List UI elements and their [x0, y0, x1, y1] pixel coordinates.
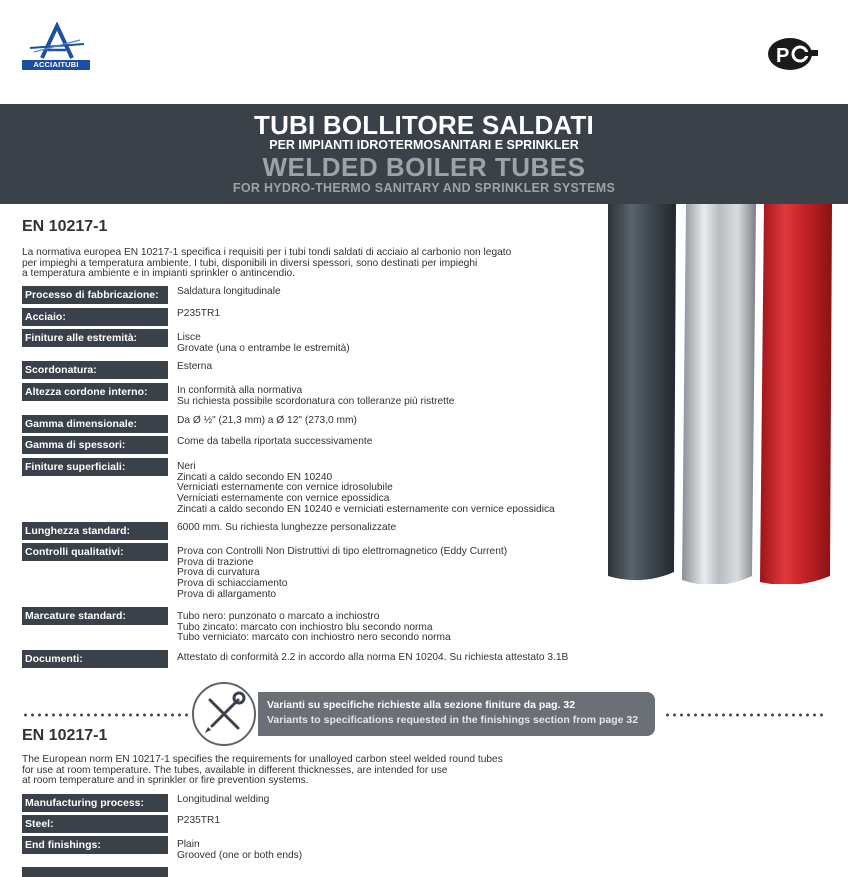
- galvanized-tube: [682, 204, 756, 584]
- spec-value: Longitudinal welding: [177, 794, 270, 805]
- spec-label: Controlli qualitativi:: [22, 543, 168, 561]
- spec-label: Scordonatura:: [22, 361, 168, 379]
- spec-value: Attestato di conformità 2.2 in accordo alla norma EN 10204. Su richiesta attestato 3.1B: [177, 652, 569, 663]
- intro-paragraph-en: [22, 755, 582, 787]
- title-italian: TUBI BOLLITORE SALDATI: [254, 110, 594, 140]
- spec-value: Tubo nero: punzonato o marcato a inchiostro Tubo zincato: marcato con inchiostro blu secondo norma Tubo verniciato: marcato con inchiostro nero secondo norma: [177, 611, 451, 644]
- dotted-separator-right: [664, 713, 826, 717]
- intro-line: for use at room temperature. The tubes, available in different thicknesses, are intended for use: [22, 764, 448, 776]
- intro-line: per impieghi a temperatura ambiente. I tubi, disponibili in diversi spessori, sono destinati per impieghi: [22, 257, 478, 269]
- acciaitubi-logo: [22, 22, 92, 70]
- subtitle-english: FOR HYDRO-THERMO SANITARY AND SPRINKLER SYSTEMS: [232, 181, 616, 195]
- spec-label: Acciaio:: [22, 308, 168, 326]
- intro-line: The European norm EN 10217-1 specifies the requirements for unalloyed carbon steel welded round tubes: [22, 754, 503, 765]
- spec-value: Neri Zincati a caldo secondo EN 10240 Verniciati esternamente con vernice idrosolubile Verniciati esternamente con vernice epossidica Zincati a caldo secondo EN 10240 e verniciati esternamente con vernice epossidica: [177, 461, 555, 515]
- tools-icon-badge: [192, 682, 256, 746]
- spec-label: Manufacturing process:: [22, 794, 168, 812]
- logo-brand-text: ACCIAITUBI: [22, 60, 90, 70]
- spec-label: Processo di fabbricazione:: [22, 286, 168, 304]
- red-tube: [760, 204, 832, 584]
- intro-paragraph-it: [22, 248, 582, 280]
- variants-note: [258, 692, 655, 736]
- standard-title-en: EN 10217-1: [22, 727, 108, 744]
- intro-line: at room temperature and in sprinkler or fire prevention systems.: [22, 775, 309, 787]
- logo-star-icon: [22, 22, 92, 62]
- black-tube: [608, 204, 676, 580]
- spec-value: Plain Grooved (one or both ends): [177, 839, 303, 861]
- tubes-photo: [606, 204, 846, 584]
- tools-icon: [194, 684, 254, 744]
- spec-value: In conformità alla normativa Su richiesta possibile scordonatura con tolleranze più ristrette: [177, 385, 455, 407]
- spec-label: End finishings:: [22, 836, 168, 854]
- standard-title-it: EN 10217-1: [22, 218, 108, 235]
- subtitle-italian: PER IMPIANTI IDROTERMOSANITARI E SPRINKLER: [269, 138, 579, 152]
- spec-value: P235TR1: [177, 308, 221, 319]
- note-text-en: Variants to specifications requested in the finishings section from page 32: [267, 714, 639, 726]
- spec-value: Esterna: [177, 361, 213, 372]
- spec-label: Steel:: [22, 815, 168, 833]
- spec-value: 6000 mm. Su richiesta lunghezze personalizzate: [177, 522, 397, 533]
- svg-text:P: P: [776, 45, 790, 67]
- spec-value: Saldatura longitudinale: [177, 286, 281, 297]
- spec-label: Finiture superficiali:: [22, 458, 168, 476]
- title-banner: [0, 104, 848, 204]
- intro-line: a temperatura ambiente e in impianti sprinkler o antincendio.: [22, 268, 295, 280]
- spec-label: Lunghezza standard:: [22, 522, 168, 540]
- spec-label: Marcature standard:: [22, 607, 168, 625]
- certification-mark-icon: [766, 36, 822, 72]
- spec-value: P235TR1: [177, 815, 221, 826]
- spec-value: Da Ø ½" (21,3 mm) a Ø 12" (273,0 mm): [177, 415, 357, 426]
- spec-value: Come da tabella riportata successivamente: [177, 436, 373, 447]
- title-english: WELDED BOILER TUBES: [262, 152, 586, 182]
- spec-label: Altezza cordone interno:: [22, 383, 168, 401]
- spec-label: Gamma dimensionale:: [22, 415, 168, 433]
- spec-value: Lisce Grovate (una o entrambe le estremità): [177, 332, 350, 354]
- intro-line: La normativa europea EN 10217-1 specifica i requisiti per i tubi tondi saldati di acciaio al carbonio non legato: [22, 247, 512, 258]
- dotted-separator-left: [22, 713, 190, 717]
- spec-label: Gamma di spessori:: [22, 436, 168, 454]
- note-text-it: Varianti su specifiche richieste alla sezione finiture da pag. 32: [267, 699, 576, 711]
- spec-label: Finiture alle estremità:: [22, 329, 168, 347]
- spec-label-partial: [22, 867, 168, 877]
- spec-value: Prova con Controlli Non Distruttivi di tipo elettromagnetico (Eddy Current) Prova di trazione Prova di curvatura Prova di schiacciamento Prova di allargamento: [177, 546, 508, 600]
- spec-label: Documenti:: [22, 650, 168, 668]
